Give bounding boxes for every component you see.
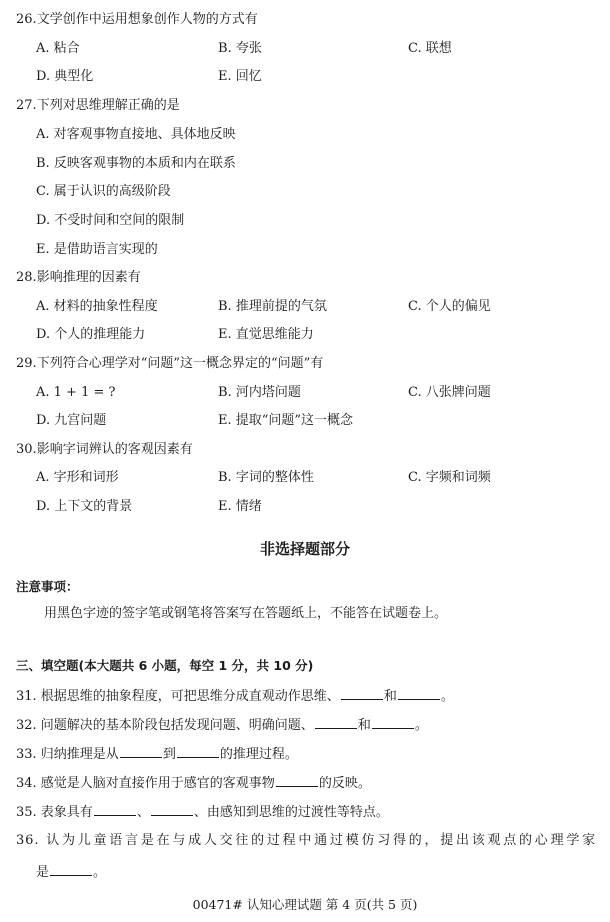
q26-option-a: A. 粘合 (36, 41, 80, 56)
q29-option-b: B. 河内塔问题 (218, 385, 301, 400)
question-28-stem: 28.影响推理的因素有 (16, 270, 141, 285)
question-32: 32. 问题解决的基本阶段包括发现问题、明确问题、 和 。 (16, 715, 428, 735)
part3-heading: 三、填空题(本大题共 6 小题，每空 1 分，共 10 分) (16, 658, 314, 673)
q29-option-d: D. 九宫问题 (36, 413, 107, 428)
answer-blank[interactable] (341, 686, 383, 700)
q28-option-b: B. 推理前提的气氛 (218, 299, 327, 314)
q26-option-c: C. 联想 (408, 41, 452, 56)
notice-text: 用黑色字迹的签字笔或钢笔将答案写在答题纸上，不能答在试题卷上。 (44, 606, 448, 621)
q29-option-c: C. 八张牌问题 (408, 385, 491, 400)
q27-option-c: C. 属于认识的高级阶段 (36, 184, 171, 199)
question-35: 35. 表象具有 、 、由感知到思维的过渡性等特点。 (16, 802, 389, 822)
question-26-stem: 26.文学创作中运用想象创作人物的方式有 (16, 12, 258, 27)
question-34: 34. 感觉是人脑对直接作用于感官的客观事物 的反映。 (16, 773, 371, 793)
answer-blank[interactable] (151, 802, 193, 816)
answer-blank[interactable] (315, 715, 357, 729)
question-36-line2: 是 。 (36, 862, 106, 882)
notice-heading: 注意事项： (16, 579, 79, 594)
q26-option-e: E. 回忆 (218, 69, 262, 84)
q29-option-e: E. 提取“问题”这一概念 (218, 413, 354, 428)
answer-blank[interactable] (94, 802, 136, 816)
q29-option-a: A. 1 + 1 = ? (36, 385, 116, 400)
question-30-stem: 30.影响字词辨认的客观因素有 (16, 442, 193, 457)
q28-option-d: D. 个人的推理能力 (36, 327, 146, 342)
page-footer: 00471# 认知心理试题 第 4 页(共 5 页) (192, 897, 418, 912)
question-29-stem: 29.下列符合心理学对“问题”这一概念界定的“问题”有 (16, 356, 324, 371)
q30-option-c: C. 字频和词频 (408, 470, 491, 485)
q26-option-d: D. 典型化 (36, 69, 94, 84)
q28-option-e: E. 直觉思维能力 (218, 327, 314, 342)
section-title: 非选择题部分 (259, 540, 350, 558)
q28-option-a: A. 材料的抽象性程度 (36, 299, 158, 314)
q30-option-d: D. 上下文的背景 (36, 499, 133, 514)
answer-blank[interactable] (398, 686, 440, 700)
answer-blank[interactable] (120, 744, 162, 758)
q30-option-e: E. 情绪 (218, 499, 262, 514)
q27-option-b: B. 反映客观事物的本质和内在联系 (36, 156, 236, 171)
question-36-line1: 36. 认为儿童语言是在与成人交往的过程中通过模仿习得的，提出该观点的心理学家 (16, 833, 596, 848)
answer-blank[interactable] (50, 862, 92, 876)
q30-option-a: A. 字形和词形 (36, 470, 119, 485)
answer-blank[interactable] (177, 744, 219, 758)
q27-option-a: A. 对客观事物直接地、具体地反映 (36, 127, 236, 142)
answer-blank[interactable] (372, 715, 414, 729)
q26-option-b: B. 夸张 (218, 41, 262, 56)
q27-option-e: E. 是借助语言实现的 (36, 242, 158, 257)
q27-option-d: D. 不受时间和空间的限制 (36, 213, 185, 228)
q30-option-b: B. 字词的整体性 (218, 470, 314, 485)
question-27-stem: 27.下列对思维理解正确的是 (16, 98, 180, 113)
question-31: 31. 根据思维的抽象程度，可把思维分成直观动作思维、 和 。 (16, 686, 454, 706)
q28-option-c: C. 个人的偏见 (408, 299, 491, 314)
question-33: 33. 归纳推理是从 到 的推理过程。 (16, 744, 298, 764)
answer-blank[interactable] (276, 773, 318, 787)
